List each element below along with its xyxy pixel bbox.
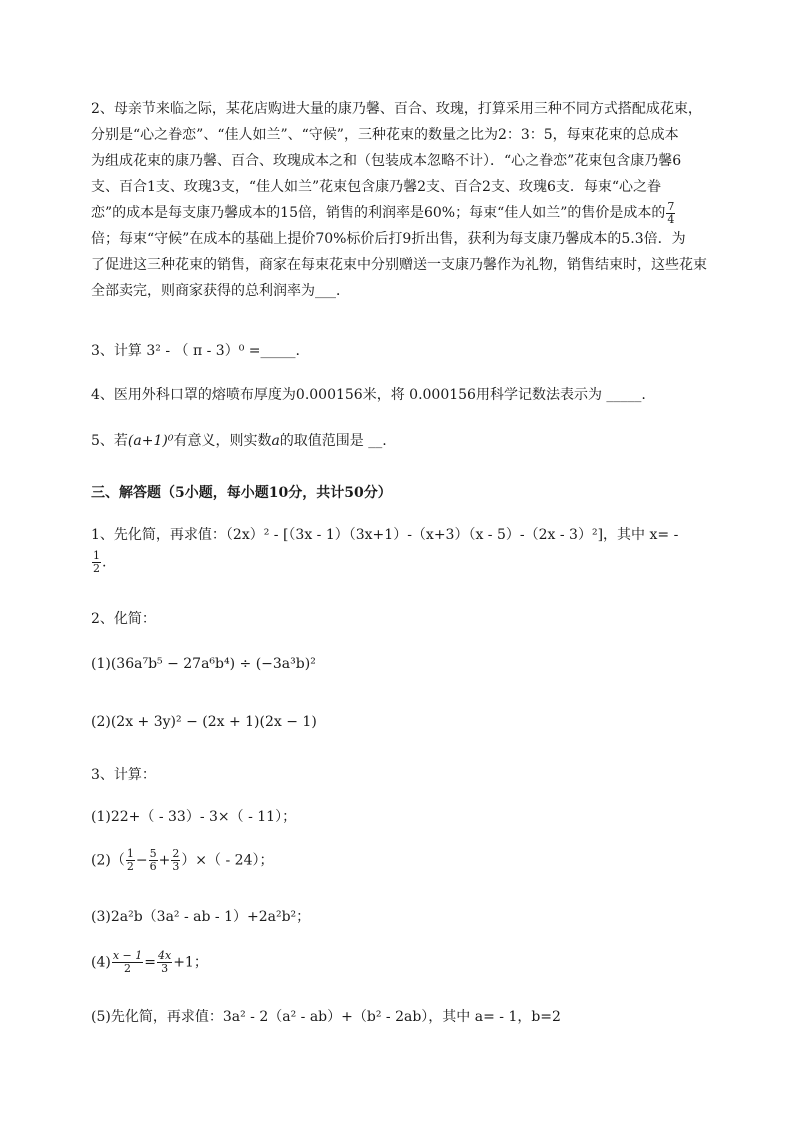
answer-question-3-part-5: (5)先化简，再求值：3a² - 2（a² - ab）+（b² - 2ab），其中 a= - 1，b=2 — [91, 1009, 561, 1025]
fraction-1-2: $\frac{1}{2}$ — [126, 847, 134, 873]
answer-question-3-part-2: (2)（ $\frac{1}{2}$ − $\frac{5}{6}$ + $\frac{2}{3}$ ）×（ - 24）； — [91, 847, 274, 873]
q2-line-7: 了促进这三种花束的销售，商家在每束花束中分别赠送一支康乃馨作为礼物，销售结束时，这些花束 — [91, 257, 707, 273]
answer-question-1-fraction: $\frac{1}{2}$ . — [93, 549, 107, 575]
q2-line-1: 2、母亲节来临之际，某花店购进大量的康乃馨、百合、玫瑰，打算采用三种不同方式搭配成花束， — [91, 101, 702, 117]
answer-question-2-title: 2、化简： — [91, 611, 156, 627]
answer-question-2-part-1: (1)(36a⁷b⁵ − 27a⁶b⁴) ÷ (−3a³b)² — [91, 656, 316, 672]
answer-question-3-part-1: (1)22+（ - 33）- 3×（ - 11）； — [91, 809, 297, 825]
question-fill-3: 3、计算 3² - （ π - 3）⁰ =_____. — [91, 343, 300, 359]
question-fill-2 — [91, 96, 707, 304]
q2-line-4: 支、百合1支、玫瑰3支，“佳人如兰”花束包含康乃馨2支、百合2支、玫瑰6支．每束“心之眷 — [91, 179, 662, 195]
answer-question-1: 1、先化简，再求值：（2x）² - [（3x - 1）（3x+1）-（x+3）（x - 5）-（2x - 3）²]，其中 x= - — [91, 527, 679, 543]
q2-line-6: 倍；每束“守候”在成本的基础上提价70%标价后打9折出售，获利为每支康乃馨成本的5.3倍．为 — [91, 231, 686, 247]
answer-question-2-part-2: (2)(2x + 3y)² − (2x + 1)(2x − 1) — [91, 714, 317, 730]
question-fill-4: 4、医用外科口罩的熔喷布厚度为0.000156米，将 0.000156用科学记数法表示为 _____. — [91, 387, 646, 403]
fraction-1-2: $\frac{1}{2}$ — [93, 549, 100, 575]
section-heading-answers: 三、解答题（5小题，每小题10分，共计50分） — [91, 485, 392, 501]
fraction-5-6: $\frac{5}{6}$ — [149, 847, 157, 873]
q2-line-8: 全部卖完，则商家获得的总利润率为___． — [91, 283, 350, 299]
fraction-x-minus-1-over-2: $\frac{x - 1}{2}$ — [112, 949, 143, 975]
fraction-2-3: $\frac{2}{3}$ — [172, 847, 180, 873]
q2-line-5: 恋”的成本是每支康乃馨成本的15倍，销售的利润率是60%；每束“佳人如兰”的售价是成本的 $\frac{7}{4}$ — [91, 199, 675, 226]
question-fill-5: 5、若(a+1)⁰有意义，则实数a的取值范围是 __. — [91, 433, 387, 449]
answer-question-3-title: 3、计算： — [91, 767, 156, 783]
q2-line-2: 分别是“心之眷恋”、“佳人如兰”、“守候”，三种花束的数量之比为2：3：5，每束花束的总成本 — [91, 127, 679, 143]
fraction-7-4: $\frac{7}{4}$ — [667, 199, 675, 226]
q2-line-3: 为组成花束的康乃馨、百合、玫瑰成本之和（包装成本忽略不计）．“心之眷恋”花束包含康乃馨6 — [91, 153, 682, 169]
answer-question-3-part-4: (4) $\frac{x - 1}{2}$ = $\frac{4x}{3}$ +1； — [91, 949, 208, 975]
fraction-4x-over-3: $\frac{4x}{3}$ — [158, 949, 172, 975]
answer-question-3-part-3: (3)2a²b（3a² - ab - 1）+2a²b²； — [91, 909, 311, 925]
